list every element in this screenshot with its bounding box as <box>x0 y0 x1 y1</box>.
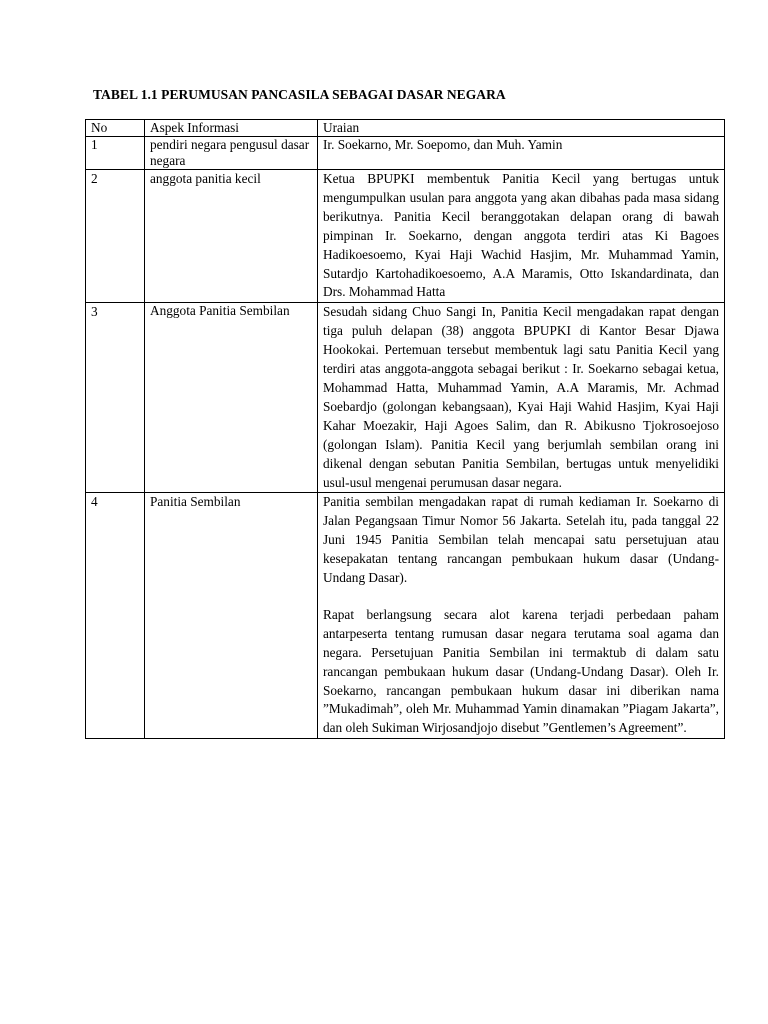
uraian-paragraph: Rapat berlangsung secara alot karena terjadi perbedaan paham antarpeserta tentang rumusan dasar negara terutama soal agama dan negara. Persetujuan Panitia Sembilan ini termaktub di dalam satu rancangan pembukaan hukum dasar (Undang-Undang Dasar). Oleh Ir. Soekarno, rancangan pembukaan hukum dasar ini diberikan nama ”Mukadimah”, oleh Mr. Muhammad Yamin dinamakan ”Piagam Jakarta”, dan oleh Sukiman Wirjosandjojo disebut ”Gentlemen’s Agreement”. <box>323 606 719 736</box>
row-no: 4 <box>86 493 145 739</box>
uraian-paragraph: Ir. Soekarno, Mr. Soepomo, dan Muh. Yamin <box>323 137 563 152</box>
header-no: No <box>86 120 145 137</box>
row-aspek: anggota panitia kecil <box>145 170 318 303</box>
row-no: 2 <box>86 170 145 303</box>
header-uraian: Uraian <box>318 120 725 137</box>
uraian-paragraph: Panitia sembilan mengadakan rapat di rumah kediaman Ir. Soekarno di Jalan Pegangsaan Timur Nomor 56 Jakarta. Setelah itu, pada tanggal 22 Juni 1945 Panitia Sembilan telah mencapai satu persetujuan atau kesepakatan tentang rancangan pembukaan hukum dasar (Undang-Undang Dasar). <box>323 494 719 586</box>
header-aspek: Aspek Informasi <box>145 120 318 137</box>
row-uraian <box>318 137 725 170</box>
row-aspek: pendiri negara pengusul dasar negara <box>145 137 318 170</box>
uraian-paragraph: Sesudah sidang Chuo Sangi In, Panitia Kecil mengadakan rapat dengan tiga puluh delapan (38) anggota BPUPKI di Kantor Besar Djawa Hookokai. Pertemuan tersebut membentuk lagi satu Panitia Kecil yang terdiri atas anggota-anggota sebagai berikut : Ir. Soekarno sebagai ketua, Mohammad Hatta, Muhammad Yamin, A.A Maramis, Mr. Achmad Soebardjo (golongan kebangsaan), Kyai Haji Wahid Hasjim, Kyai Haji Kahar Moezakir, Haji Agoes Salim, dan R. Abikusno Tjokrosoejoso (golongan Islam). Panitia Kecil yang berjumlah sembilan orang ini dikenal dengan sebutan Panitia Sembilan, bertugas untuk menyelidiki usul-usul mengenai perumusan dasar negara. <box>323 304 719 490</box>
row-aspek: Anggota Panitia Sembilan <box>145 303 318 493</box>
row-no: 3 <box>86 303 145 493</box>
uraian-paragraph: Ketua BPUPKI membentuk Panitia Kecil yang bertugas untuk mengumpulkan usulan para anggota yang akan dibahas pada masa sidang berikutnya. Panitia Kecil beranggotakan delapan orang di bawah pimpinan Ir. Soekarno, dengan anggota terdiri atas Ki Bagoes Hadikoesoemo, Kyai Haji Wachid Hasjim, Mr. Muhammad Yamin, Sutardjo Kartohadikoesoemo, A.A Maramis, Otto Iskandardinata, dan Drs. Mohammad Hatta <box>323 171 719 300</box>
row-uraian <box>318 493 725 739</box>
row-uraian <box>318 303 725 493</box>
row-uraian <box>318 170 725 303</box>
table-row <box>86 303 725 493</box>
table-row <box>86 493 725 739</box>
row-no: 1 <box>86 137 145 170</box>
table-row <box>86 137 725 170</box>
table-header-row <box>86 120 725 137</box>
pancasila-table <box>85 119 725 739</box>
table-row <box>86 170 725 303</box>
page-title: TABEL 1.1 PERUMUSAN PANCASILA SEBAGAI DASAR NEGARA <box>93 87 506 102</box>
row-aspek: Panitia Sembilan <box>145 493 318 739</box>
